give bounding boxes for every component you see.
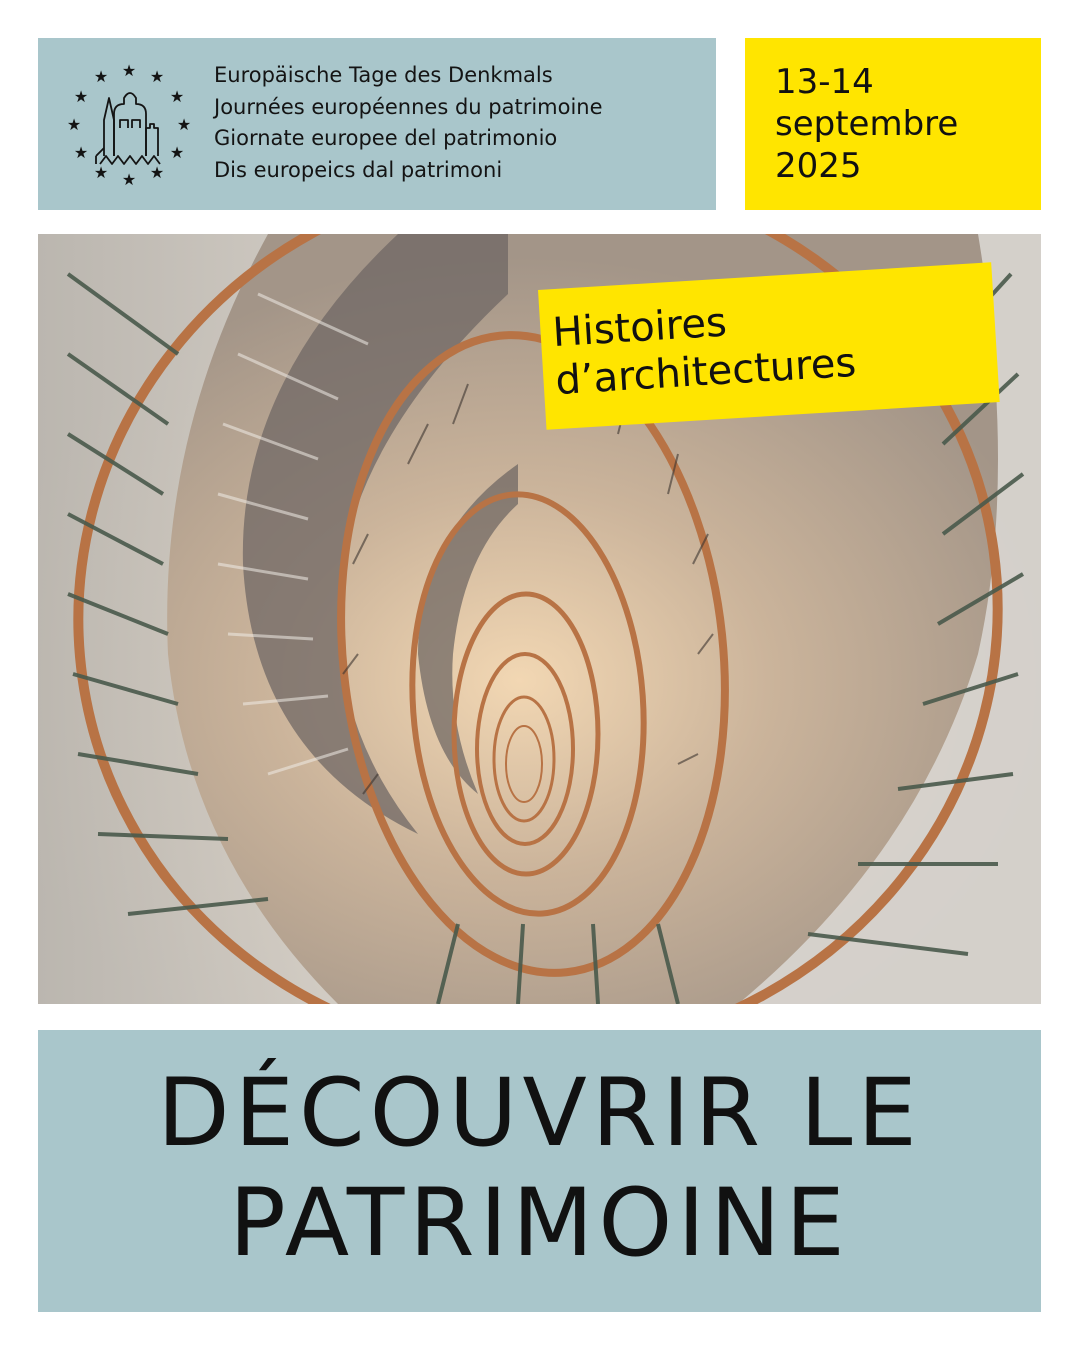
date-days: 13-14 bbox=[775, 62, 874, 102]
svg-text:★: ★ bbox=[121, 170, 137, 188]
svg-text:★: ★ bbox=[93, 67, 109, 86]
title-line-2: PATRIMOINE bbox=[229, 1169, 850, 1278]
european-heritage-days-logo-icon bbox=[60, 58, 198, 188]
svg-text:★: ★ bbox=[176, 115, 192, 134]
header-panel bbox=[38, 38, 716, 210]
svg-text:★: ★ bbox=[66, 115, 82, 134]
date-year: 2025 bbox=[775, 146, 862, 186]
theme-tagline bbox=[538, 262, 1000, 429]
svg-text:★: ★ bbox=[73, 143, 89, 162]
date-panel bbox=[745, 38, 1041, 210]
svg-text:★: ★ bbox=[169, 87, 185, 106]
svg-text:★: ★ bbox=[121, 61, 137, 80]
date-month: septembre bbox=[775, 104, 959, 144]
title-panel bbox=[38, 1030, 1041, 1312]
event-name-french: Journées européennes du patrimoine bbox=[214, 94, 603, 119]
tagline-line-2: d’architectures bbox=[554, 339, 858, 405]
title-line-1: DÉCOUVRIR LE bbox=[157, 1059, 922, 1168]
svg-text:★: ★ bbox=[149, 67, 165, 86]
event-names-list bbox=[214, 60, 603, 186]
svg-text:★: ★ bbox=[93, 163, 109, 182]
svg-text:★: ★ bbox=[149, 163, 165, 182]
tagline-line-1: Histoires bbox=[551, 299, 729, 357]
svg-text:★: ★ bbox=[169, 143, 185, 162]
event-name-italian: Giornate europee del patrimonio bbox=[214, 126, 558, 150]
event-name-romansh: Dis europeics dal patrimoni bbox=[214, 157, 503, 182]
event-name-german: Europäische Tage des Denkmals bbox=[214, 63, 553, 87]
svg-text:★: ★ bbox=[73, 87, 89, 106]
